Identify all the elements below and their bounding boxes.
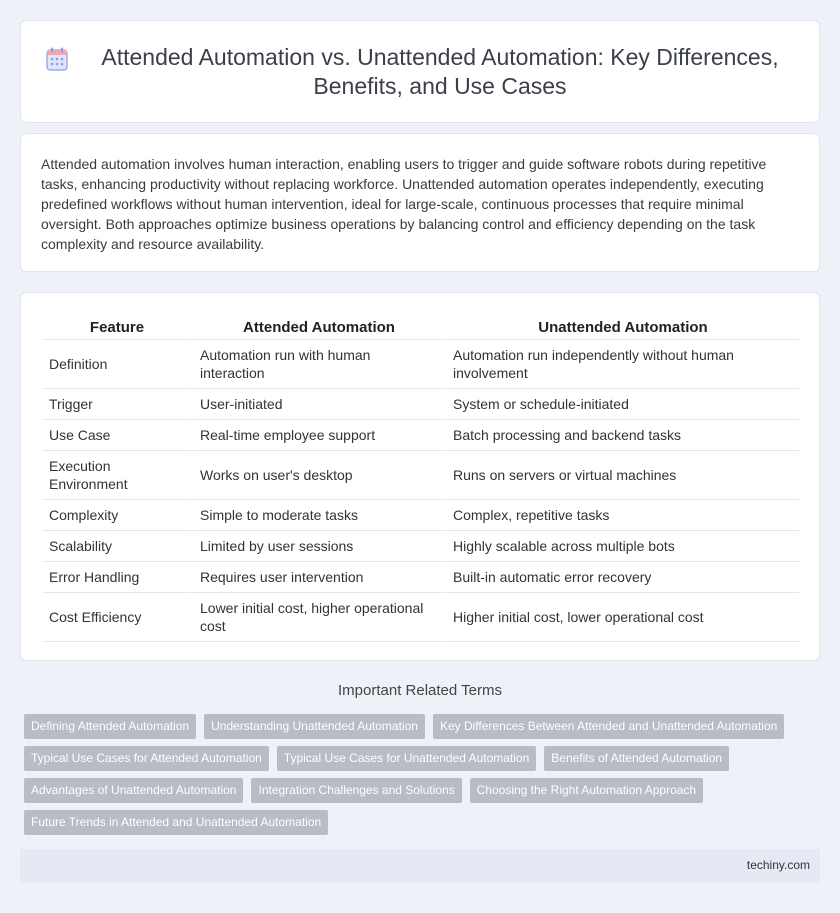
row-unattended: Built-in automatic error recovery: [444, 562, 799, 593]
footer-brand-link[interactable]: techiny.com: [746, 858, 810, 872]
comparison-table: [43, 316, 799, 642]
related-term-tag[interactable]: Integration Challenges and Solutions: [251, 778, 461, 803]
row-feature: Execution Environment: [43, 451, 191, 500]
row-unattended: Higher initial cost, lower operational cost: [444, 593, 799, 642]
table-row: [43, 451, 799, 500]
footer: [20, 849, 820, 882]
row-feature: Definition: [43, 340, 191, 389]
row-feature: Error Handling: [43, 562, 191, 593]
table-row: [43, 531, 799, 562]
related-term-tag[interactable]: Advantages of Unattended Automation: [24, 778, 243, 803]
related-term-tag[interactable]: Understanding Unattended Automation: [204, 714, 425, 739]
row-feature: Cost Efficiency: [43, 593, 191, 642]
related-term-tag[interactable]: Typical Use Cases for Attended Automation: [24, 746, 269, 771]
row-unattended: System or schedule-initiated: [444, 389, 799, 420]
row-unattended: Complex, repetitive tasks: [444, 500, 799, 531]
row-attended: Lower initial cost, higher operational cost: [191, 593, 444, 642]
table-row: [43, 500, 799, 531]
table-row: [43, 562, 799, 593]
row-feature: Scalability: [43, 531, 191, 562]
row-attended: Works on user's desktop: [191, 451, 444, 500]
row-attended: Requires user intervention: [191, 562, 444, 593]
row-feature: Trigger: [43, 389, 191, 420]
header-feature: Feature: [43, 316, 191, 340]
related-term-tag[interactable]: Benefits of Attended Automation: [544, 746, 729, 771]
header-attended: Attended Automation: [191, 316, 444, 340]
row-unattended: Batch processing and backend tasks: [444, 420, 799, 451]
row-feature: Complexity: [43, 500, 191, 531]
table-row: [43, 593, 799, 642]
row-attended: Automation run with human interaction: [191, 340, 444, 389]
table-header-row: [43, 316, 799, 340]
related-term-tag[interactable]: Key Differences Between Attended and Unattended Automation: [433, 714, 784, 739]
intro-card: [20, 133, 820, 272]
row-attended: Limited by user sessions: [191, 531, 444, 562]
related-terms-tags: [24, 714, 804, 842]
related-term-tag[interactable]: Choosing the Right Automation Approach: [470, 778, 703, 803]
related-terms-title: Important Related Terms: [338, 682, 502, 699]
row-attended: Simple to moderate tasks: [191, 500, 444, 531]
related-term-tag[interactable]: Defining Attended Automation: [24, 714, 196, 739]
row-unattended: Runs on servers or virtual machines: [444, 451, 799, 500]
row-attended: User-initiated: [191, 389, 444, 420]
related-term-tag[interactable]: Typical Use Cases for Unattended Automation: [277, 746, 536, 771]
intro-paragraph: Attended automation involves human interaction, enabling users to trigger and guide software robots during repetitive tasks, enhancing productivity without replacing workforce. Unattended automation operates independently, executing predefined workflows without human intervention, ideal for large-scale, continuous processes that require minimal oversight. Both approaches optimize business operations by balancing control and efficiency depending on the task complexity and resource availability.: [41, 156, 767, 252]
table-row: [43, 389, 799, 420]
header-unattended: Unattended Automation: [444, 316, 799, 340]
row-unattended: Highly scalable across multiple bots: [444, 531, 799, 562]
comparison-table-card: [20, 292, 820, 661]
table-row: [43, 340, 799, 389]
row-attended: Real-time employee support: [191, 420, 444, 451]
row-feature: Use Case: [43, 420, 191, 451]
table-row: [43, 420, 799, 451]
row-unattended: Automation run independently without human involvement: [444, 340, 799, 389]
page-title: Attended Automation vs. Unattended Automation: Key Differences, Benefits, and Use Cases: [101, 44, 779, 99]
related-term-tag[interactable]: Future Trends in Attended and Unattended Automation: [24, 810, 328, 835]
header-card: [20, 20, 820, 123]
